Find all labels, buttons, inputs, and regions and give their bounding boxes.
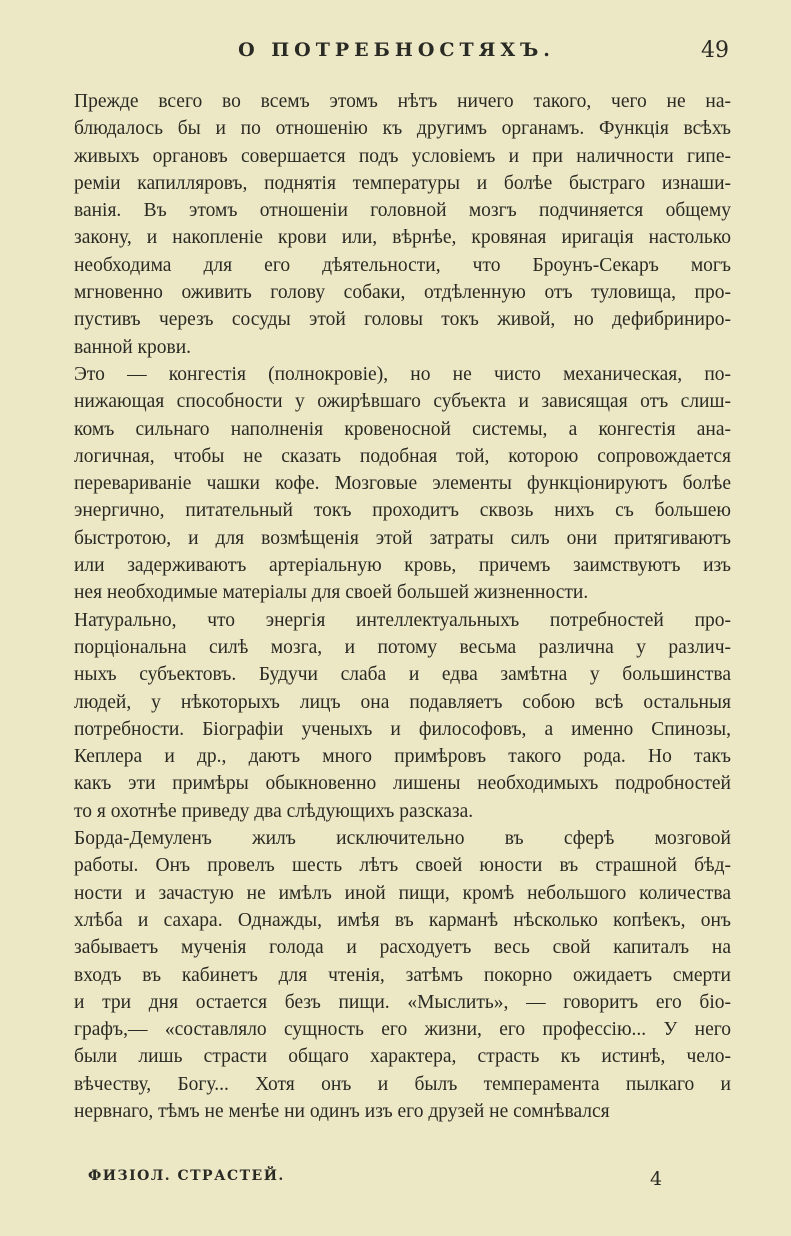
text-line: необходима для его дѣятельности, что Броунъ-Секаръ могъ [74,254,731,276]
paragraph [74,88,731,361]
running-header [64,30,729,70]
text-line: нижающая способности у ожирѣвшаго субъекта и зависящая отъ слиш- [74,391,731,413]
text-line: ныхъ субъектовъ. Будучи слаба и едва замѣтна у большинства [74,664,731,686]
text-line: ванной крови. [74,336,192,358]
page-footer [88,1168,731,1198]
text-line: Кеплера и др., даютъ много примѣровъ такого рода. Но такъ [74,746,731,768]
text-line: входъ въ кабинетъ для чтенія, затѣмъ покорно ожидаетъ смерти [74,964,731,986]
text-line: блюдалось бы и по отношенію къ другимъ органамъ. Функція всѣхъ [74,118,731,140]
text-line: перевариваніе чашки кофе. Мозговые элементы функціонируютъ болѣе [74,473,731,495]
text-line: комъ сильнаго наполненія кровеносной системы, а конгестія ана- [74,418,731,440]
paragraph [74,825,731,1125]
text-line: были лишь страсти общаго характера, страсть къ истинѣ, чело- [74,1046,731,1068]
text-line: нервнаго, тѣмъ не менѣе ни одинъ изъ его друзей не сомнѣвался [74,1100,610,1122]
text-line: пустивъ черезъ сосуды этой головы токъ живой, но дефибриниро- [74,309,731,331]
text-line: ности и зачастую не имѣлъ иной пищи, кромѣ небольшого количества [74,882,731,904]
text-line: потребности. Біографіи ученыхъ и философовъ, а именно Спинозы, [74,718,731,740]
text-line: Натурально, что энергія интеллектуальныхъ потребностей про- [74,609,731,631]
sheet-signature: ФИЗІОЛ. СТРАСТЕЙ. [88,1168,285,1184]
text-line: Прежде всего во всемъ этомъ нѣтъ ничего такого, чего не на- [74,91,731,112]
text-line: и три дня остается безъ пищи. «Мыслить», — говоритъ его біо- [74,991,731,1013]
running-title: О ПОТРЕБНОСТЯХЪ. [238,39,555,61]
paragraph [74,607,731,825]
text-line: вѣчеству, Богу... Хотя онъ и былъ темперамента пылкаго и [74,1073,731,1095]
text-line: забываетъ мученія голода и расходуетъ весь свой капиталъ на [74,937,731,959]
text-line: работы. Онъ провелъ шесть лѣтъ своей юности въ страшной бѣд- [74,855,731,877]
page-number: 49 [701,37,729,63]
text-line: хлѣба и сахара. Однажды, имѣя въ карманѣ нѣсколько копѣекъ, онъ [74,909,731,931]
text-line: живыхъ органовъ совершается подъ условіемъ и при наличности гипе- [74,145,731,167]
text-line: энергично, питательный токъ проходитъ сквозь нихъ съ большею [74,500,731,522]
text-line: мгновенно оживить голову собаки, отдѣленную отъ туловища, про- [74,282,731,304]
text-line: Это — конгестія (полнокровіе), но не чисто механическая, по- [74,363,731,385]
text-line: людей, у нѣкоторыхъ лицъ она подавляетъ собою всѣ остальныя [74,691,731,713]
paragraph [74,361,731,607]
text-line: то я охотнѣе приведу два слѣдующихъ разсказа. [74,800,474,822]
text-line: реміи капилляровъ, поднятія температуры и болѣе быстраго изнаши- [74,172,731,194]
text-line: быстротою, и для возмѣщенія этой затраты силъ они притягиваютъ [74,527,731,549]
text-line: графъ,— «составляло сущность его жизни, его профессію... У него [74,1019,731,1041]
text-line: порціональна силѣ мозга, и потому весьма различна у различ- [74,636,731,658]
text-line: ванія. Въ этомъ отношеніи головной мозгъ подчиняется общему [74,200,731,222]
text-line: какъ эти примѣры обыкновенно лишены необходимыхъ подробностей [74,773,731,795]
text-line: Борда-Демуленъ жилъ исключительно въ сферѣ мозговой [74,828,731,850]
text-line: нея необходимые матеріалы для своей большей жизненности. [74,582,589,604]
text-line: или задерживаютъ артеріальную кровь, причемъ заимствуютъ изъ [74,555,731,577]
body-text [74,88,731,1125]
text-line: логичная, чтобы не сказать подобная той, которою сопровождается [74,445,731,467]
text-line: закону, и накопленіе крови или, вѣрнѣе, кровяная иригація настолько [74,227,731,249]
sheet-number: 4 [650,1168,663,1190]
